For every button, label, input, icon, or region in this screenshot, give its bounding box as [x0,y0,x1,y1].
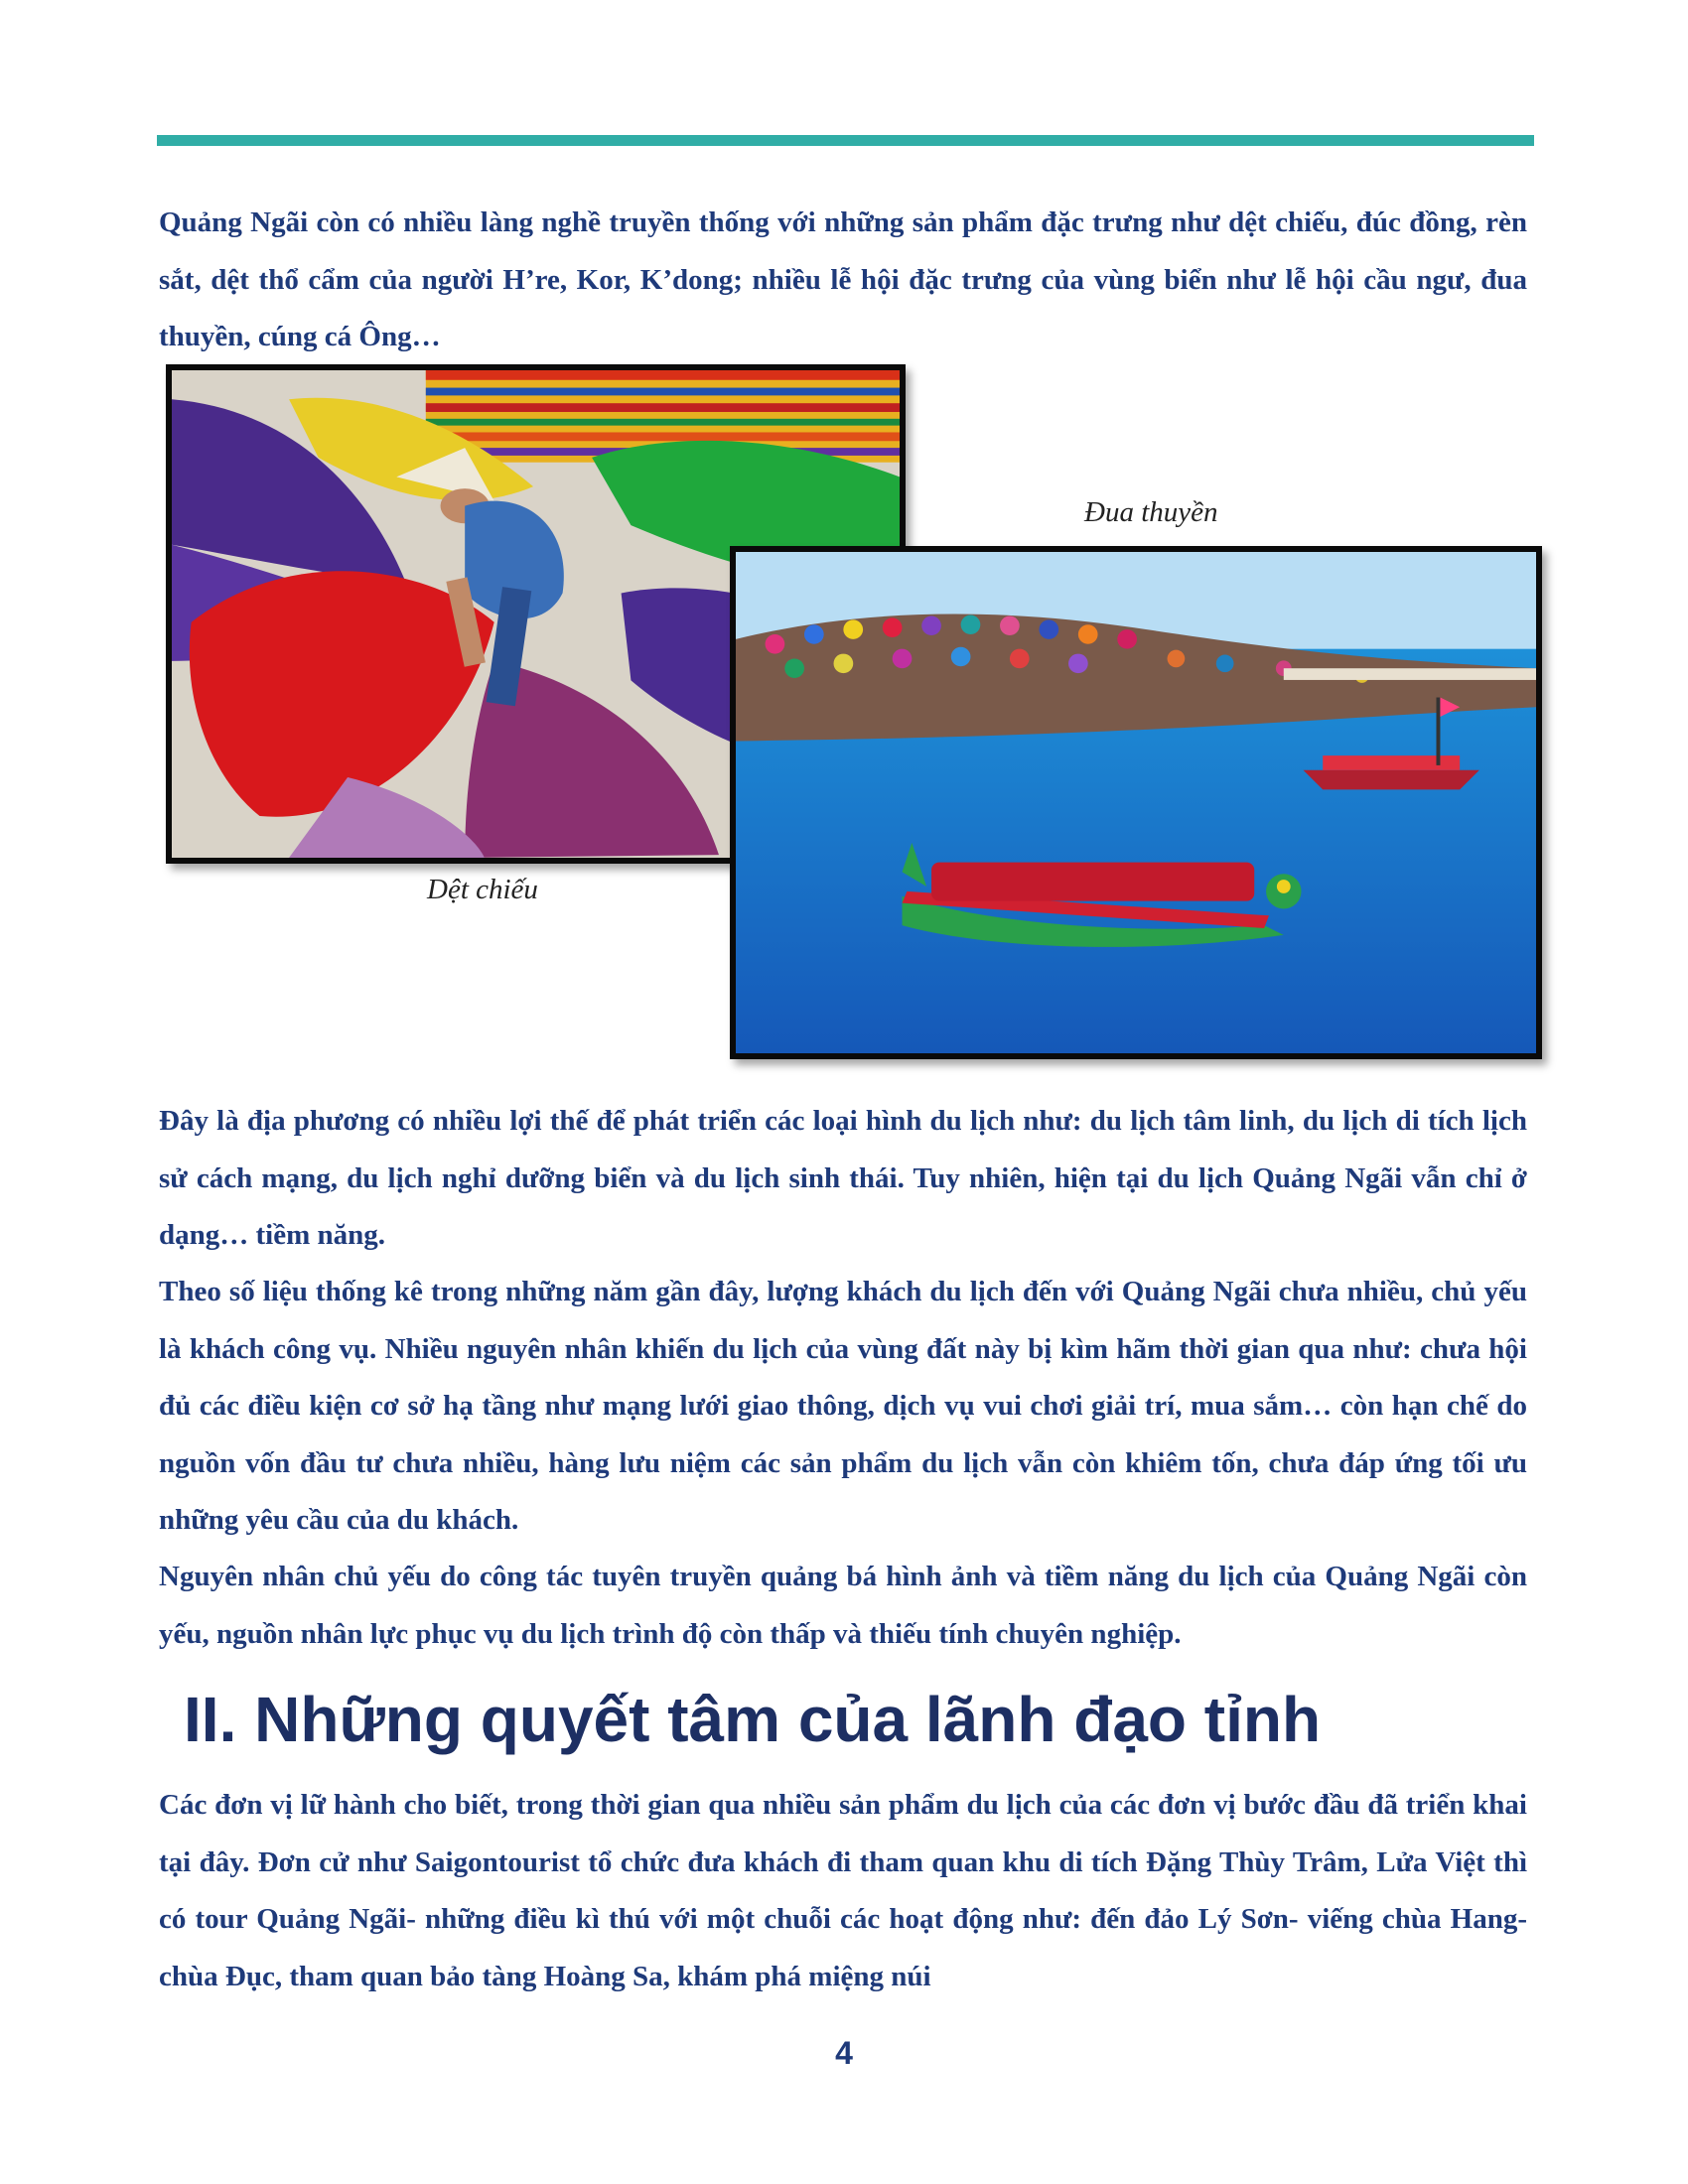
caption-mat-weaving: Dệt chiếu [427,874,538,905]
paragraph-main-cause: Nguyên nhân chủ yếu do công tác tuyên truyền quảng bá hình ảnh và tiềm năng du lịch của Quảng Ngãi còn yếu, nguồn nhân lực phục vụ du lịch trình độ còn thấp và thiếu tính chuyên nghiệp. [159,1561,1527,1650]
header-rule [157,135,1534,146]
paragraph-statistics: Theo số liệu thống kê trong những năm gần đây, lượng khách du lịch đến với Quảng Ngãi chưa nhiều, chủ yếu là khách công vụ. Nhiều nguyên nhân khiến du lịch của vùng đất này bị kìm hãm thời gian qua như: chưa hội đủ các điều kiện cơ sở hạ tầng như mạng lưới giao thông, dịch vụ vui chơi giải trí, mua sắm… còn hạn chế do nguồn vốn đầu tư chưa nhiều, hàng lưu niệm các sản phẩm du lịch vẫn còn khiêm tốn, chưa đáp ứng tối ưu những yêu cầu của du khách. [159,1276,1527,1536]
boat-race-illustration [736,552,1536,1053]
paragraph-craft-villages: Quảng Ngãi còn có nhiều làng nghề truyền thống với những sản phẩm đặc trưng như dệt chiếu, đúc đồng, rèn sắt, dệt thổ cẩm của người H’re, Kor, K’dong; nhiều lễ hội đặc trưng của vùng biển như lễ hội cầu ngư, đua thuyền, cúng cá Ông… [159,206,1527,352]
page-number: 4 [835,2035,853,2071]
paragraph-tourism-potential: Đây là địa phương có nhiều lợi thế để phát triển các loại hình du lịch như: du lịch tâm linh, du lịch di tích lịch sử cách mạng, du lịch nghỉ dưỡng biển và du lịch sinh thái. Tuy nhiên, hiện tại du lịch Quảng Ngãi vẫn chỉ ở dạng… tiềm năng. [159,1105,1527,1251]
boat-race-photo [730,546,1542,1059]
paragraph-tour-operators: Các đơn vị lữ hành cho biết, trong thời gian qua nhiều sản phẩm du lịch của các đơn vị bước đầu đã triển khai tại đây. Đơn cử như Saigontourist tổ chức đưa khách đi tham quan khu di tích Đặng Thùy Trâm, Lửa Việt thì có tour Quảng Ngãi- những điều kì thú với một chuỗi các hoạt động như: đến đảo Lý Sơn- viếng chùa Hang- chùa Đục, tham quan bảo tàng Hoàng Sa, khám phá miệng núi [159,1789,1527,1992]
section-heading: II. Những quyết tâm của lãnh đạo tỉnh [184,1684,1322,1755]
caption-boat-race: Đua thuyền [1084,496,1218,528]
